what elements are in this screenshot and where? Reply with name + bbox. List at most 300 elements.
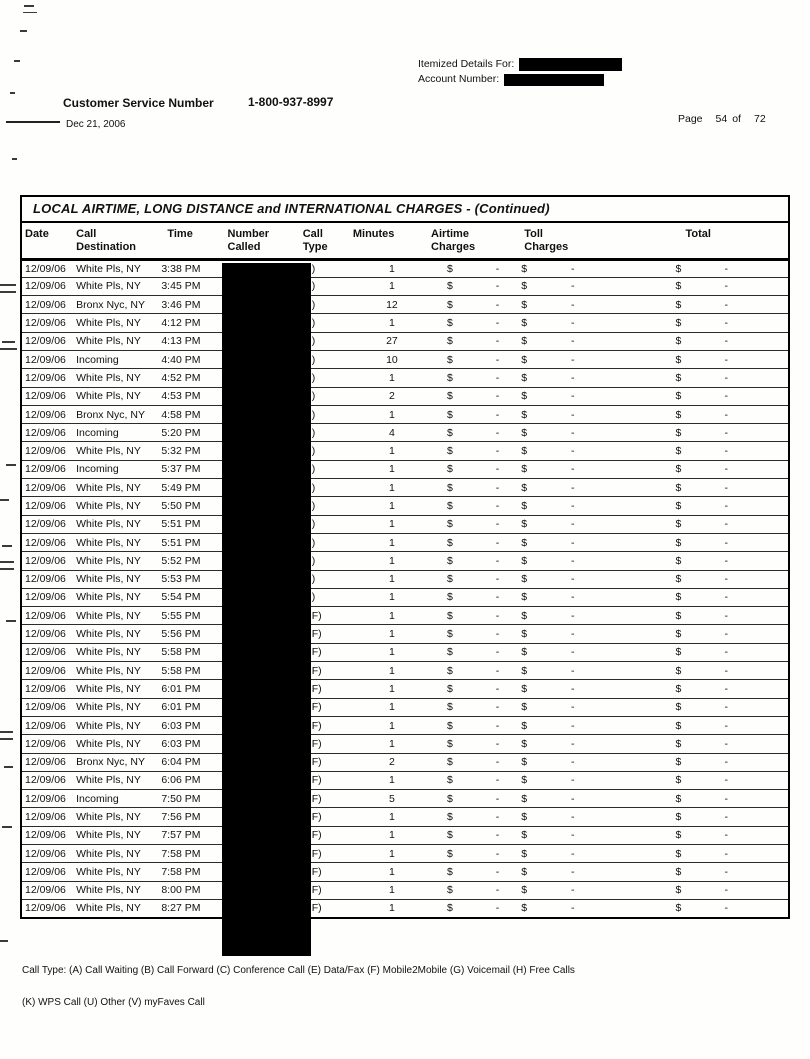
minutes-cell: 1 [353,845,431,863]
charge-amount: - [570,902,575,915]
call-type-cell: ) [299,350,353,368]
airtime-charges-cell [431,625,509,643]
time-cell: 7:50 PM [158,790,220,808]
toll-charges-cell [509,497,601,515]
airtime-charges-cell [431,881,509,899]
currency-sign: $ [447,445,453,458]
scan-artifact [20,30,27,32]
currency-sign: $ [521,774,528,787]
scan-artifact [2,545,12,547]
time-cell: 7:56 PM [158,808,220,826]
page-current: 54 [715,113,728,125]
charge-amount: - [570,353,575,366]
currency-sign: $ [675,335,682,348]
charge-amount: - [724,792,728,805]
charge-amount: - [724,335,728,348]
table-title: LOCAL AIRTIME, LONG DISTANCE and INTERNATIONAL CHARGES - (Continued) [20,195,790,221]
toll-charges-cell [509,424,601,442]
date-cell: 12/09/06 [21,625,74,643]
page-total: 72 [753,113,766,125]
airtime-charges-cell [431,588,509,606]
currency-sign: $ [521,554,528,567]
total-cell [601,552,789,570]
call-destination-cell: Incoming [74,460,158,478]
total-cell [601,460,789,478]
table-row [21,332,789,350]
minutes-cell: 1 [353,369,431,387]
call-destination-cell: White Pls, NY [74,497,158,515]
table-row [21,863,789,881]
date-cell: 12/09/06 [21,533,74,551]
charge-amount: - [495,701,500,714]
call-destination-cell: White Pls, NY [74,845,158,863]
toll-charges-cell [509,881,601,899]
currency-sign: $ [521,317,528,330]
charge-amount: - [495,536,500,549]
call-type-cell: ) [299,515,353,533]
currency-sign: $ [675,554,682,567]
page-label: Page [678,113,703,125]
airtime-charges-cell [431,552,509,570]
currency-sign: $ [675,609,682,622]
call-type-cell: F) [299,826,353,844]
charge-amount: - [724,390,728,403]
col-header-airtime-charges: Airtime Charges [431,222,509,259]
currency-sign: $ [447,335,453,348]
table-row [21,899,789,917]
toll-charges-cell [509,863,601,881]
call-type-cell: ) [299,442,353,460]
call-type-cell: F) [311,902,322,915]
charge-amount: - [724,865,728,878]
date-cell: 12/09/06 [21,771,74,789]
charge-amount: - [724,573,728,586]
time-cell: 5:37 PM [158,460,220,478]
airtime-charges-cell [431,259,509,277]
toll-charges-cell [509,533,601,551]
currency-sign: $ [447,463,453,476]
minutes-cell: 1 [353,625,431,643]
date-cell: 12/09/06 [21,259,74,277]
table-row [21,460,789,478]
airtime-charges-cell [431,350,509,368]
currency-sign: $ [447,353,453,366]
call-destination-cell: White Pls, NY [74,552,158,570]
currency-sign: $ [447,609,453,622]
time-cell: 3:45 PM [158,277,220,295]
call-destination-cell: Bronx Nyc, NY [74,753,158,771]
total-cell [601,735,789,753]
minutes-cell: 1 [353,405,431,423]
charge-amount: - [495,628,500,641]
call-destination-cell: Bronx Nyc, NY [74,405,158,423]
call-destination-cell: White Pls, NY [74,442,158,460]
charge-amount: - [495,573,500,586]
total-cell [601,826,789,844]
call-destination-cell: White Pls, NY [74,479,158,497]
airtime-charges-cell [431,753,509,771]
toll-charges-cell [509,826,601,844]
total-cell [601,716,789,734]
charge-amount: - [570,298,575,311]
currency-sign: $ [521,701,528,714]
call-destination-cell: White Pls, NY [74,662,158,680]
charge-amount: - [724,500,728,512]
date-cell: 12/09/06 [21,808,74,826]
minutes-cell: 27 [353,332,431,350]
table-header [21,222,789,259]
toll-charges-cell [509,716,601,734]
minutes-cell: 1 [353,515,431,533]
minutes-cell: 1 [353,607,431,625]
currency-sign: $ [675,756,682,769]
charge-amount: - [724,536,728,549]
total-cell [601,808,789,826]
scan-artifact [0,348,17,350]
time-cell: 5:58 PM [158,643,220,661]
charge-amount: - [495,481,500,494]
total-cell [601,790,789,808]
charge-amount: - [495,811,500,824]
minutes-cell: 1 [353,277,431,295]
currency-sign: $ [447,884,453,897]
table-row [21,515,789,533]
time-cell: 5:53 PM [158,570,220,588]
date-cell: 12/09/06 [21,387,74,405]
airtime-charges-cell [431,405,509,423]
minutes-cell: 1 [353,552,431,570]
airtime-charges-cell [431,479,509,497]
call-type-cell: ) [299,296,353,314]
airtime-charges-cell [431,607,509,625]
table-row [21,790,789,808]
charge-amount: - [495,774,500,787]
date-cell: 12/09/06 [21,680,74,698]
currency-sign: $ [675,682,682,695]
date-cell: 12/09/06 [21,570,74,588]
col-header-number-called: Number Called [221,222,299,259]
call-type-cell: ) [299,533,353,551]
charge-amount: - [570,518,575,531]
charge-amount: - [570,426,575,439]
call-type-cell: ) [299,332,353,350]
table-row [21,277,789,295]
currency-sign: $ [521,682,528,695]
toll-charges-cell [509,607,601,625]
call-destination-cell: White Pls, NY [74,314,158,332]
redaction-box-number-called [222,263,311,956]
charge-amount: - [724,426,728,439]
minutes-cell: 1 [353,570,431,588]
currency-sign: $ [521,280,528,293]
currency-sign: $ [675,500,682,512]
table-row [21,771,789,789]
currency-sign: $ [447,719,453,732]
airtime-charges-cell [431,735,509,753]
call-destination-cell: White Pls, NY [74,588,158,606]
currency-sign: $ [447,280,453,293]
time-cell: 6:01 PM [158,680,220,698]
col-header-call-type: Call Type [299,222,353,259]
date-cell: 12/09/06 [21,460,74,478]
scan-artifact [0,561,14,563]
toll-charges-cell [509,643,601,661]
call-table-body [21,259,789,918]
charge-amount: - [724,353,728,366]
charge-amount: - [570,262,575,275]
date-cell: 12/09/06 [21,826,74,844]
minutes-cell: 1 [353,497,431,515]
table-row [21,680,789,698]
toll-charges-cell [509,442,601,460]
time-cell: 4:12 PM [158,314,220,332]
total-cell [601,314,789,332]
currency-sign: $ [675,865,682,878]
call-type-cell: F) [299,662,353,680]
airtime-charges-cell [431,680,509,698]
charge-amount: - [724,609,728,622]
currency-sign: $ [447,554,453,567]
charges-table-section [20,195,790,919]
call-type-cell: ) [299,314,353,332]
airtime-charges-cell [431,369,509,387]
call-type-cell: ) [299,387,353,405]
currency-sign: $ [675,408,682,421]
time-cell: 7:58 PM [158,845,220,863]
date-cell: 12/09/06 [21,863,74,881]
minutes-cell: 1 [353,588,431,606]
minutes-cell: 1 [353,460,431,478]
date-cell: 12/09/06 [25,902,66,915]
airtime-charges-cell [431,460,509,478]
airtime-charges-cell [431,899,509,917]
charge-amount: - [724,682,728,695]
time-cell: 8:00 PM [158,881,220,899]
toll-charges-cell [509,369,601,387]
airtime-charges-cell [431,698,509,716]
date-cell: 12/09/06 [21,790,74,808]
charge-amount: - [724,719,728,732]
charge-amount: - [570,335,575,348]
minutes-cell: 1 [353,442,431,460]
currency-sign: $ [447,646,453,659]
time-cell: 4:53 PM [158,387,220,405]
table-row [21,588,789,606]
airtime-charges-cell [431,716,509,734]
col-header-call-destination: Call Destination [74,222,158,259]
currency-sign: $ [521,847,528,860]
time-cell: 4:40 PM [158,350,220,368]
currency-sign: $ [521,811,528,824]
airtime-charges-cell [431,314,509,332]
call-destination-cell: White Pls, NY [74,716,158,734]
redaction-box-account-number [504,74,604,86]
customer-service-label: Customer Service Number [63,96,214,110]
table-row [21,716,789,734]
time-cell: 4:13 PM [158,332,220,350]
currency-sign: $ [521,609,528,622]
call-type-cell: ) [299,588,353,606]
charge-amount: - [570,445,575,458]
time-cell: 7:58 PM [158,863,220,881]
call-type-cell: ) [299,570,353,588]
total-cell [601,863,789,881]
minutes-cell: 1 [353,643,431,661]
account-number-label: Account Number: [418,73,500,85]
currency-sign: $ [447,518,453,531]
charge-amount: - [570,847,575,860]
charge-amount: - [495,902,500,915]
call-type-cell: F) [299,698,353,716]
currency-sign: $ [675,573,682,586]
currency-sign: $ [675,902,682,915]
minutes-cell: 1 [353,259,431,277]
col-header-toll-charges: Toll Charges [509,222,601,259]
charge-amount: - [570,756,575,769]
table-row [21,881,789,899]
charge-amount: - [495,371,500,384]
charge-amount: - [570,408,575,421]
date-cell: 12/09/06 [21,479,74,497]
toll-charges-cell [509,405,601,423]
currency-sign: $ [521,445,528,458]
table-row [21,625,789,643]
time-cell: 5:51 PM [158,533,220,551]
airtime-charges-cell [431,863,509,881]
table-row [21,753,789,771]
charge-amount: - [724,701,728,714]
charge-amount: - [495,756,500,769]
charge-amount: - [570,628,575,641]
currency-sign: $ [521,408,528,421]
call-type-cell: F) [299,680,353,698]
currency-sign: $ [675,884,682,897]
table-row [21,497,789,515]
call-type-cell: ) [299,552,353,570]
currency-sign: $ [521,298,528,311]
time-cell: 5:51 PM [158,515,220,533]
scan-artifact [0,738,13,740]
toll-charges-cell [509,845,601,863]
charge-amount: - [570,719,575,732]
charge-amount: - [724,902,728,915]
total-cell [601,588,789,606]
charge-amount: - [495,865,500,878]
table-row [21,369,789,387]
minutes-cell: 1 [353,808,431,826]
currency-sign: $ [675,536,682,549]
toll-charges-cell [509,515,601,533]
toll-charges-cell [509,570,601,588]
table-row [21,698,789,716]
minutes-cell: 5 [353,790,431,808]
call-destination-cell: White Pls, NY [74,771,158,789]
charge-amount: - [724,280,728,293]
currency-sign: $ [675,664,682,677]
currency-sign: $ [447,664,453,677]
call-type-cell: F) [299,643,353,661]
total-cell [601,515,789,533]
charge-amount: - [495,500,500,512]
itemized-details-block [418,57,622,87]
currency-sign: $ [675,646,682,659]
scan-artifact [0,940,8,942]
call-destination-cell: White Pls, NY [74,625,158,643]
customer-service-number: 1-800-937-8997 [248,95,334,109]
total-cell [601,332,789,350]
charge-amount: - [570,646,575,659]
scan-artifact [6,620,16,622]
call-destination-cell: White Pls, NY [74,698,158,716]
table-row [21,570,789,588]
call-type-cell: ) [299,259,353,277]
scan-artifact [6,464,16,466]
currency-sign: $ [521,500,528,512]
charge-amount: - [495,390,500,403]
charge-amount: - [495,792,500,805]
charge-amount: - [570,317,575,330]
call-type-cell: ) [299,277,353,295]
call-type-cell: F) [299,625,353,643]
charge-amount: - [495,426,500,439]
call-destination-cell: White Pls, NY [74,515,158,533]
call-destination-cell: White Pls, NY [74,680,158,698]
total-cell [601,570,789,588]
charge-amount: - [495,609,500,622]
toll-charges-cell [509,296,601,314]
date-cell: 12/09/06 [21,424,74,442]
call-destination-cell: Incoming [74,790,158,808]
total-cell [601,259,789,277]
currency-sign: $ [675,792,682,805]
time-cell: 5:32 PM [158,442,220,460]
table-row [21,826,789,844]
charge-amount: - [495,317,500,330]
currency-sign: $ [675,426,682,439]
currency-sign: $ [521,646,528,659]
table-row [21,533,789,551]
minutes-cell: 1 [353,716,431,734]
currency-sign: $ [521,573,528,586]
currency-sign: $ [447,737,453,750]
col-header-time: Time [158,222,220,259]
call-type-cell: ) [299,424,353,442]
total-cell [601,643,789,661]
toll-charges-cell [509,808,601,826]
scan-artifact [6,121,60,123]
col-header-date: Date [21,222,74,259]
airtime-charges-cell [431,662,509,680]
date-cell: 12/09/06 [21,643,74,661]
charge-amount: - [570,865,575,878]
currency-sign: $ [521,463,528,476]
charge-amount: - [495,445,500,458]
charge-amount: - [570,591,575,604]
airtime-charges-cell [431,790,509,808]
charge-amount: - [495,664,500,677]
charge-amount: - [570,701,575,714]
currency-sign: $ [675,829,682,842]
toll-charges-cell [509,387,601,405]
total-cell [601,497,789,515]
charge-amount: - [495,262,500,275]
minutes-cell: 1 [353,735,431,753]
toll-charges-cell [509,625,601,643]
scan-artifact [0,291,16,293]
table-row [21,405,789,423]
call-destination-cell: White Pls, NY [74,643,158,661]
currency-sign: $ [521,262,528,275]
